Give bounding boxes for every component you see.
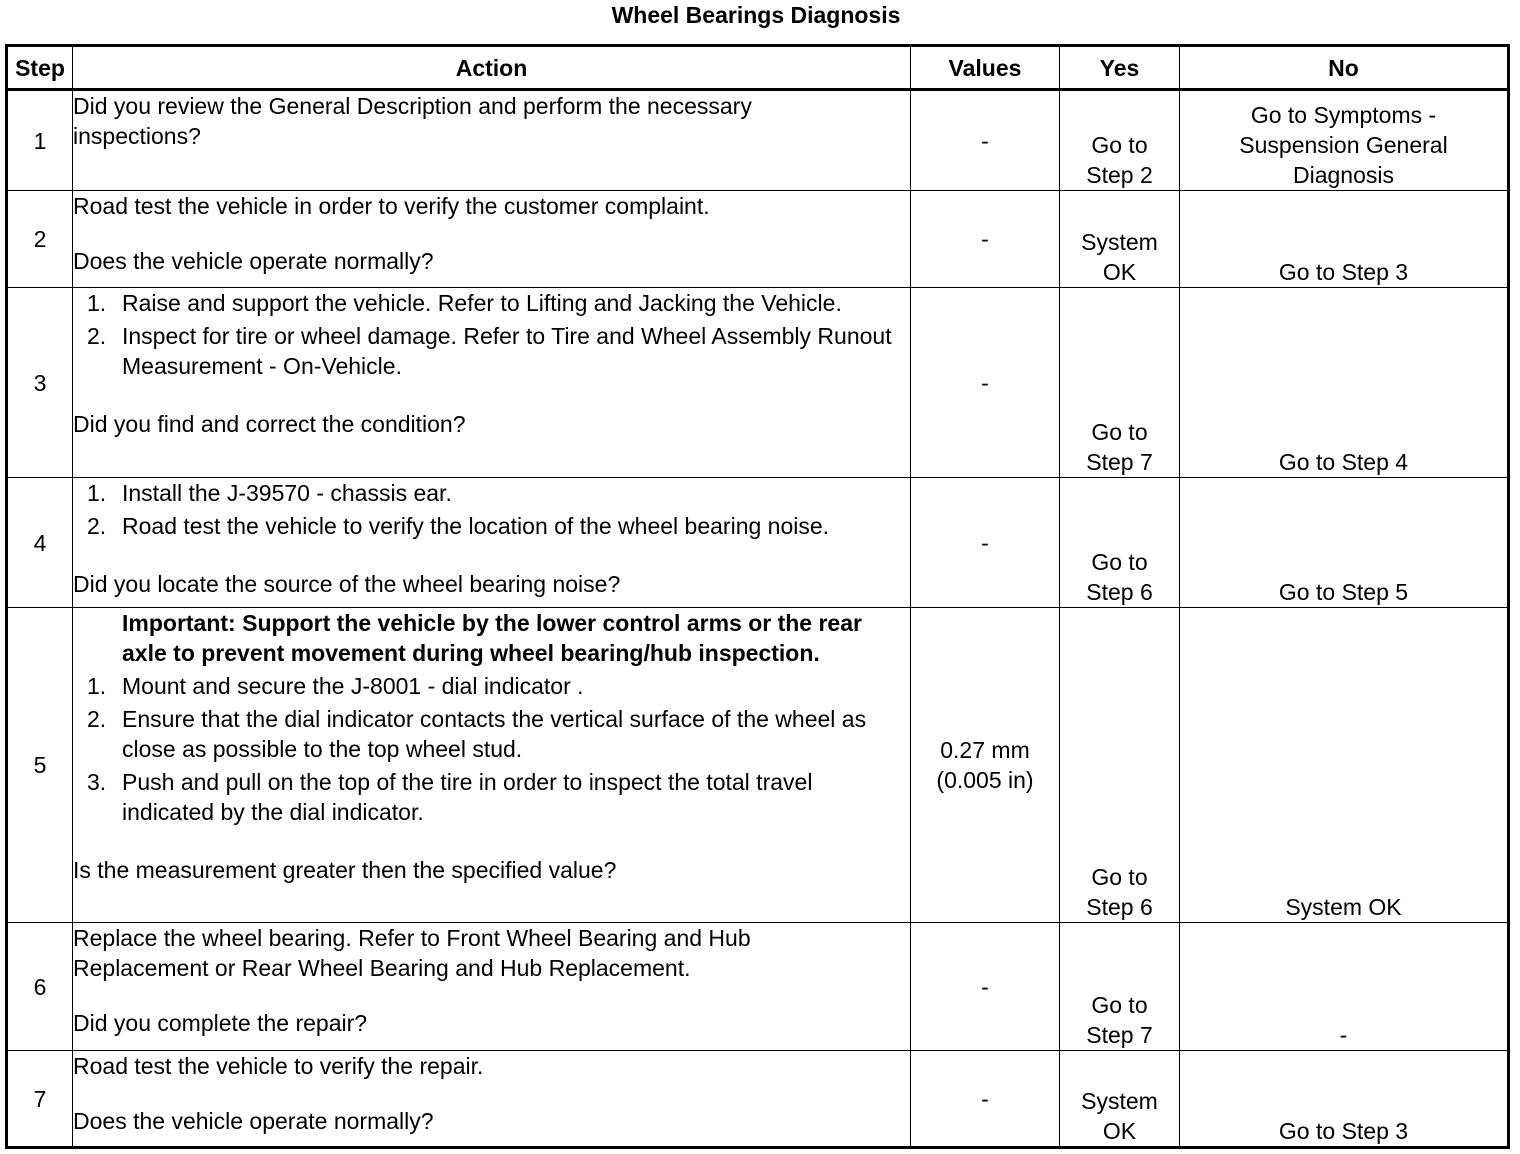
item-number: 2. <box>87 513 107 539</box>
values-cell: - <box>911 191 1060 288</box>
header-action: Action <box>73 46 911 90</box>
list-item <box>73 767 910 827</box>
list-item <box>73 288 910 318</box>
action-question: Does the vehicle operate normally? <box>73 248 434 274</box>
item-text: Inspect for tire or wheel damage. Refer to Tire and Wheel Assembly Runout Measurement - On-Vehicle. <box>122 323 892 379</box>
procedure-list <box>73 671 910 827</box>
header-yes: Yes <box>1060 46 1180 90</box>
item-text: Mount and secure the J-8001 - dial indicator . <box>122 673 584 699</box>
item-text: Raise and support the vehicle. Refer to Lifting and Jacking the Vehicle. <box>122 290 842 316</box>
step-number: 3 <box>7 288 73 478</box>
action-question: Did you complete the repair? <box>73 1010 368 1036</box>
action-cell <box>73 191 911 288</box>
header-values: Values <box>911 46 1060 90</box>
action-question: Did you locate the source of the wheel bearing noise? <box>73 571 621 597</box>
item-text: Ensure that the dial indicator contacts the vertical surface of the wheel as close as possible to the top wheel stud. <box>122 706 867 762</box>
list-item <box>73 704 910 764</box>
yes-cell <box>1060 1051 1180 1148</box>
values-cell: - <box>911 288 1060 478</box>
no-cell: Go to Step 3 <box>1180 1051 1509 1148</box>
item-text: Install the J-39570 - chassis ear. <box>122 480 452 506</box>
step-number: 5 <box>7 608 73 923</box>
item-number: 1. <box>87 673 107 699</box>
item-number: 2. <box>87 323 107 349</box>
item-number: 1. <box>87 290 107 316</box>
yes-text: Go to Step 2 <box>1086 132 1153 188</box>
step-number: 7 <box>7 1051 73 1148</box>
values-cell: - <box>911 1051 1060 1148</box>
values-cell <box>911 608 1060 923</box>
item-number: 2. <box>87 706 107 732</box>
item-number: 1. <box>87 480 107 506</box>
yes-cell <box>1060 90 1180 191</box>
no-cell: - <box>1180 923 1509 1051</box>
yes-text: Go to Step 7 <box>1086 992 1153 1048</box>
yes-cell <box>1060 288 1180 478</box>
action-cell <box>73 608 911 923</box>
yes-text: System OK <box>1081 1088 1158 1144</box>
header-no: No <box>1180 46 1509 90</box>
action-text: Replace the wheel bearing. Refer to Front Wheel Bearing and Hub Replacement or Rear Wheel Bearing and Hub Replacement. <box>73 925 751 981</box>
no-text: Go to Symptoms - Suspension General Diagnosis <box>1239 102 1448 188</box>
no-cell: Go to Step 3 <box>1180 191 1509 288</box>
action-text: Road test the vehicle to verify the repair. <box>73 1053 484 1079</box>
action-cell <box>73 288 911 478</box>
yes-cell <box>1060 478 1180 608</box>
step-number: 6 <box>7 923 73 1051</box>
table-row <box>7 191 1509 288</box>
action-text: Did you review the General Description and perform the necessary inspections? <box>73 93 752 149</box>
action-text: Road test the vehicle in order to verify the customer complaint. <box>73 193 710 219</box>
list-item <box>73 321 910 381</box>
values-cell: - <box>911 923 1060 1051</box>
values-cell: - <box>911 478 1060 608</box>
table-row <box>7 90 1509 191</box>
yes-cell <box>1060 191 1180 288</box>
action-cell <box>73 1051 911 1148</box>
yes-text: Go to Step 6 <box>1086 549 1153 605</box>
list-item <box>73 511 910 541</box>
header-step: Step <box>7 46 73 90</box>
action-question: Is the measurement greater then the specified value? <box>73 857 617 883</box>
table-row <box>7 608 1509 923</box>
step-number: 4 <box>7 478 73 608</box>
yes-cell <box>1060 608 1180 923</box>
item-text: Push and pull on the top of the tire in order to inspect the total travel indicated by the dial indicator. <box>122 769 813 825</box>
no-cell: Go to Step 4 <box>1180 288 1509 478</box>
action-cell <box>73 923 911 1051</box>
yes-text: System OK <box>1081 229 1158 285</box>
important-note: Important: Support the vehicle by the lower control arms or the rear axle to prevent movement during wheel bearing/hub inspection. <box>122 610 862 666</box>
table-header-row <box>7 46 1509 90</box>
yes-cell <box>1060 923 1180 1051</box>
action-cell <box>73 90 911 191</box>
step-number: 2 <box>7 191 73 288</box>
list-item <box>73 478 910 508</box>
diagnosis-table <box>5 44 1510 1149</box>
action-cell <box>73 478 911 608</box>
action-question: Does the vehicle operate normally? <box>73 1108 434 1134</box>
item-text: Road test the vehicle to verify the location of the wheel bearing noise. <box>122 513 830 539</box>
no-cell: System OK <box>1180 608 1509 923</box>
procedure-list <box>73 478 910 541</box>
table-row <box>7 478 1509 608</box>
no-cell: Go to Step 5 <box>1180 478 1509 608</box>
list-item <box>73 671 910 701</box>
values-cell: - <box>911 90 1060 191</box>
step-number: 1 <box>7 90 73 191</box>
table-row <box>7 288 1509 478</box>
values-text: 0.27 mm (0.005 in) <box>936 737 1034 793</box>
action-question: Did you find and correct the condition? <box>73 411 466 437</box>
yes-text: Go to Step 6 <box>1086 864 1153 920</box>
page-title: Wheel Bearings Diagnosis <box>611 2 901 28</box>
table-row <box>7 1051 1509 1148</box>
procedure-list <box>73 288 910 381</box>
yes-text: Go to Step 7 <box>1086 419 1153 475</box>
no-cell <box>1180 90 1509 191</box>
item-number: 3. <box>87 769 107 795</box>
table-row <box>7 923 1509 1051</box>
